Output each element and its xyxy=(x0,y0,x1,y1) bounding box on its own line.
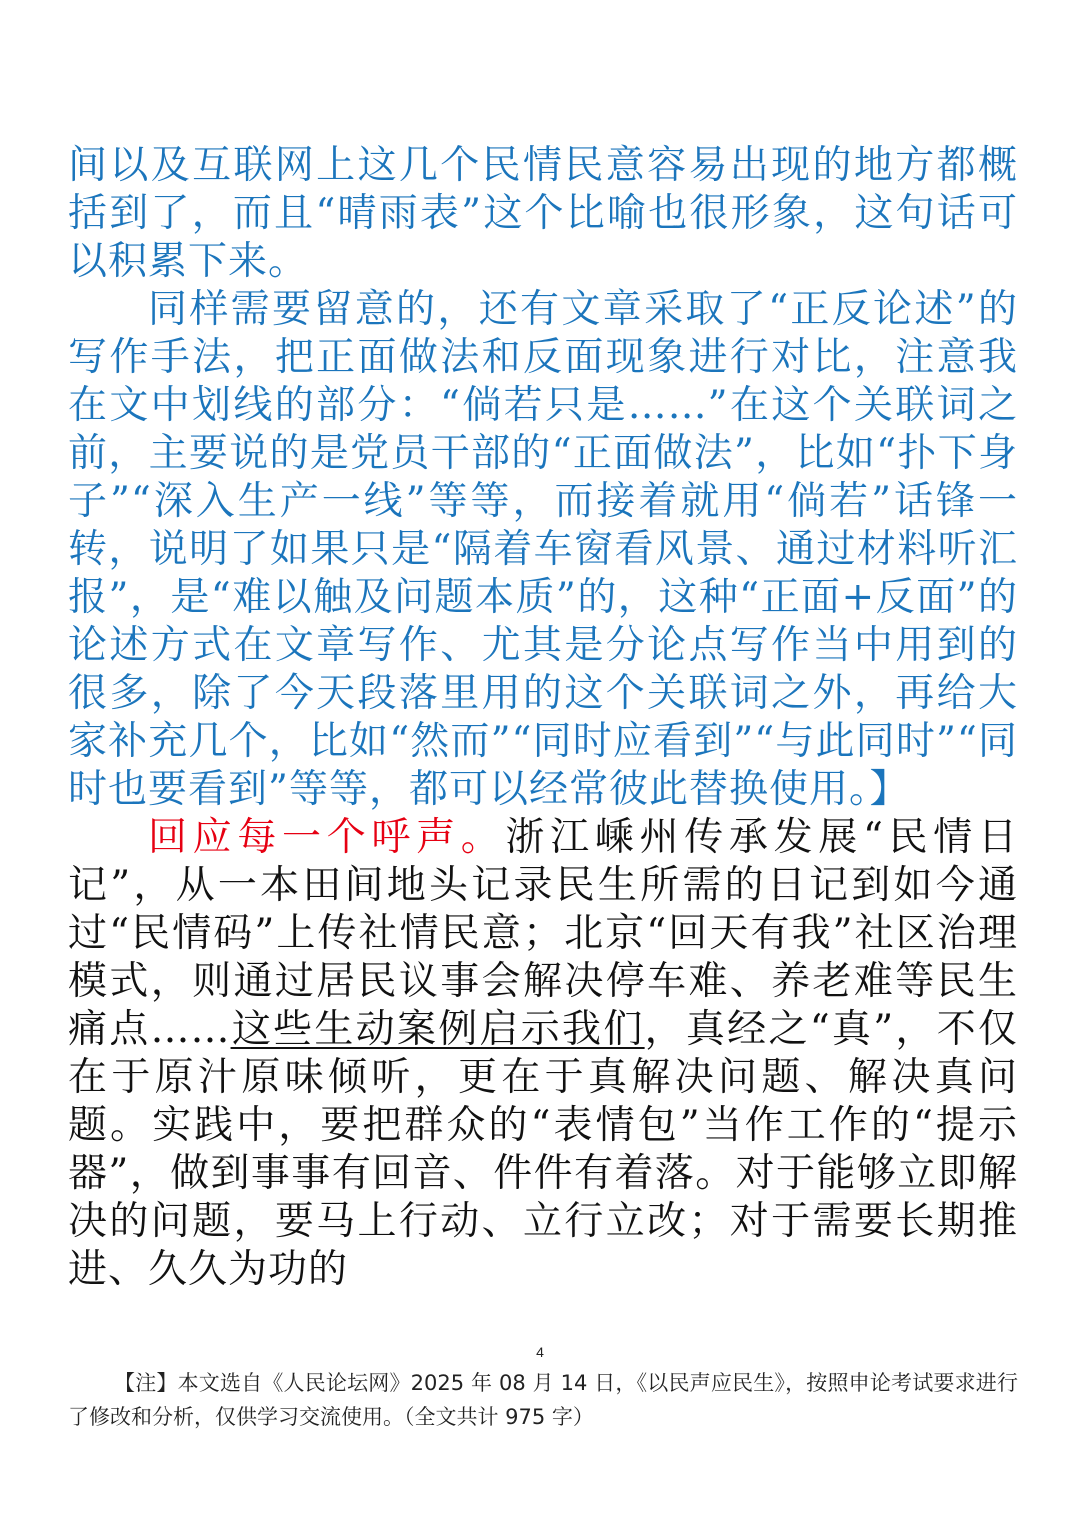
paragraph-text-end: ，真经之“真”，不仅在于原汁原味倾听，更在于真解决问题、解决真问题。实践中，要把群众的“表情包”当作工作的“提示器”，做到事事有回音、件件有着落。对于能够立即解决的问题，要马上行动、立行立改；对于需要长期推进、久久为功的 xyxy=(68,1007,1018,1292)
footnote-text: 【注】本文选自《人民论坛网》2025 年 08 月 14 日，《以民声应民生》，按照申论考试要求进行了修改和分析，仅供学习交流使用。（全文共计 975 字） xyxy=(68,1371,1018,1429)
analysis-paragraph-writing-technique: 同样需要留意的，还有文章采取了“正反论述”的写作手法，把正面做法和反面现象进行对比，注意我在文中划线的部分：“倘若只是……”在这个关联词之前，主要说的是党员干部的“正面做法”，比如“扑下身子”“深入生产一线”等等，而接着就用“倘若”话锋一转，说明了如果只是“隔着车窗看风景、通过材料听汇报”，是“难以触及问题本质”的，这种“正面+反面”的论述方式在文章写作、尤其是分论点写作当中用到的很多，除了今天段落里用的这个关联词之外，再给大家补充几个，比如“然而”“同时应看到”“与此同时”“同时也要看到”等等，都可以经常彼此替换使用。】 xyxy=(68,287,1018,812)
article-paragraph-respond xyxy=(68,814,1018,1294)
analysis-paragraph-continued: 间以及互联网上这几个民情民意容易出现的地方都概括到了，而且“晴雨表”这个比喻也很形象，这句话可以积累下来。 xyxy=(68,143,1018,284)
document-body xyxy=(68,142,1018,1294)
underlined-phrase: 这些生动案例启示我们 xyxy=(230,1007,645,1052)
paragraph-heading: 回应每一个呼声。 xyxy=(148,815,506,860)
paragraph-text-start: 浙江嵊州传承发展“民情日记”，从一本田间地头记录民生所需的日记到如今通过“民情码”上传社情民意；北京“回天有我”社区治理模式，则通过居民议事会解决停车难、养老难等民生痛点…… xyxy=(68,815,1018,1052)
footnote xyxy=(68,1366,1018,1434)
page-number: 4 xyxy=(536,1344,544,1360)
